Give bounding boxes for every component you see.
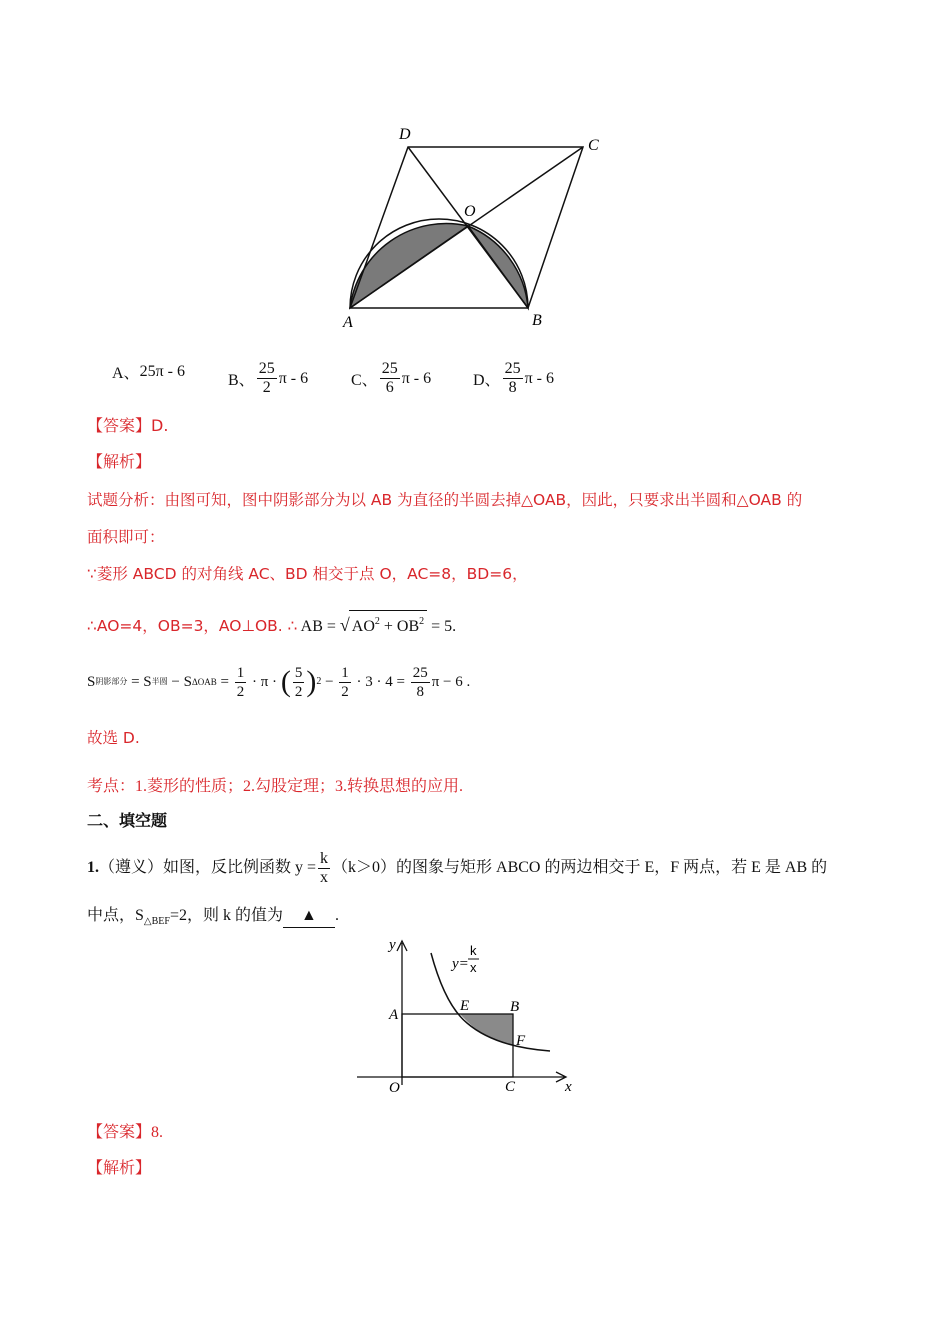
formula-h2-den: 2: [341, 683, 349, 700]
answer-2-label: 【答案】: [87, 1124, 152, 1141]
analysis-1-line3: ∵菱形 ABCD 的对角线 AC、BD 相交于点 O，AC=8，BD=6，: [87, 565, 528, 583]
formula-r-den: 8: [416, 683, 424, 700]
option-c: [351, 360, 431, 397]
area-formula: S 阴影部分 = S 半圆 − S ΔOAB = $\frac{1}{2}$ · π · ( $\frac{5}{2}$ ) 2 − $\frac{1}{2}$ · 3 · 4 = $\frac{25}{8}$ π − 6 .: [87, 664, 471, 700]
option-d-den: 8: [508, 379, 517, 396]
label-b: B: [532, 312, 542, 329]
analysis-1-label: 【解析】: [87, 454, 152, 471]
ab-result: = 5.: [427, 618, 457, 635]
shaded-region-bef: [460, 1014, 513, 1045]
question-1-line1: [87, 846, 827, 890]
question-1-line2-post: =2，则 k 的值为: [169, 907, 283, 924]
option-d-num: 25: [504, 360, 521, 377]
question-1-sub: △BEF: [143, 916, 170, 927]
option-d-tail: π - 6: [524, 369, 554, 387]
formula-minus: − S: [167, 674, 192, 690]
label-d: D: [399, 126, 411, 143]
analysis-1-line1: 试题分析：由图可知，图中阴影部分为以 AB 为直径的半圆去掉△OAB，因此，只要求出半圆和△OAB 的: [87, 491, 803, 509]
ab-label: AB =: [300, 618, 340, 635]
triangle-icon: ▲: [301, 907, 317, 924]
formula-half-den: 2: [236, 683, 245, 700]
answer-1-label: 【答案】: [87, 418, 152, 435]
label-e: E: [460, 998, 470, 1014]
answer-2-value: 8.: [151, 1124, 164, 1141]
option-a-letter: A、: [112, 365, 140, 382]
question-1-end: .: [334, 907, 339, 924]
label-a: A: [343, 314, 353, 331]
label-y: y: [389, 937, 396, 953]
formula-square: 2: [316, 676, 322, 687]
section-title: 二、填空题: [87, 813, 168, 830]
sqrt-ao: AO: [351, 618, 375, 635]
option-c-tail: π - 6: [401, 369, 432, 387]
analysis-2-label: 【解析】: [87, 1160, 152, 1177]
option-a-expr: 25π - 6: [139, 362, 185, 380]
formula-eq1: = S: [127, 674, 152, 690]
sqrt-expression: $AO^2 + OB^2$: [349, 610, 427, 638]
answer-2: [87, 1122, 163, 1144]
label-b2: B: [510, 999, 520, 1015]
conclusion: 故选 D.: [87, 729, 140, 747]
option-a: [112, 360, 185, 383]
answer-blank[interactable]: [283, 905, 335, 928]
formula-eq2: =: [216, 674, 233, 690]
formula-minus2: −: [321, 674, 338, 690]
formula-sub-shadow: 阴影部分: [95, 677, 128, 686]
question-1-k: k: [320, 849, 329, 867]
question-1-number: 1.: [87, 859, 99, 876]
label-a2: A: [389, 1007, 399, 1023]
question-1-line2-pre: 中点，S: [87, 907, 144, 924]
option-b-letter: B、: [228, 372, 255, 389]
label-c2: C: [505, 1079, 516, 1095]
option-b: [228, 360, 308, 397]
label-o2: O: [389, 1080, 400, 1095]
formula-sub-triangle: ΔOAB: [191, 677, 217, 687]
option-c-letter: C、: [351, 372, 378, 389]
option-c-num: 25: [381, 360, 398, 377]
func-label-x: x: [470, 960, 477, 975]
sqrt-ob: + OB: [379, 618, 420, 635]
option-b-den: 2: [262, 379, 271, 396]
option-b-tail: π - 6: [278, 369, 309, 387]
label-x: x: [565, 1079, 572, 1095]
formula-h2-num: 1: [341, 664, 349, 681]
formula-s: S: [87, 674, 96, 690]
question-1-line2: [87, 905, 339, 933]
analysis-1-line4: ∴AO=4，OB=3，AO⊥OB. ∴ AB = √ $AO^2 + OB^2 = 5$.: [87, 610, 456, 638]
option-c-den: 6: [385, 379, 394, 396]
kaodian: 考点：1.菱形的性质；2.勾股定理；3.转换思想的应用.: [87, 778, 464, 795]
analysis-1-line2: 面积即可：: [87, 528, 165, 546]
option-d-letter: D、: [473, 372, 501, 389]
option-b-num: 25: [258, 360, 275, 377]
hyperbola-figure: [355, 935, 580, 1095]
formula-prod: · 3 · 4 =: [352, 674, 409, 690]
formula-half-num: 1: [236, 664, 245, 681]
func-label-y: y=: [452, 956, 469, 972]
question-1-x: x: [320, 868, 329, 886]
label-c: C: [588, 137, 599, 154]
analysis-1-line4-text: ∴AO=4，OB=3，AO⊥OB. ∴: [87, 617, 298, 635]
func-label-k: k: [470, 943, 477, 958]
formula-r-num: 25: [412, 664, 428, 681]
answer-1: [87, 415, 168, 438]
label-f: F: [516, 1033, 526, 1049]
label-o: O: [464, 203, 476, 220]
formula-sub-semicircle: 半圆: [151, 677, 168, 686]
question-1-post: （k＞0）的图象与矩形 ABCO 的两边相交于 E，F 两点，若 E 是 AB 的: [332, 859, 828, 876]
question-1-pre: （遵义）如图，反比例函数 y =: [99, 859, 317, 876]
rhombus-figure: [335, 120, 615, 335]
formula-tail: π − 6 .: [431, 674, 471, 690]
option-d: [473, 360, 554, 397]
answer-1-value: D.: [151, 416, 169, 435]
formula-two: 2: [294, 683, 303, 700]
formula-pi: · π ·: [248, 674, 281, 690]
formula-five: 5: [294, 664, 303, 681]
